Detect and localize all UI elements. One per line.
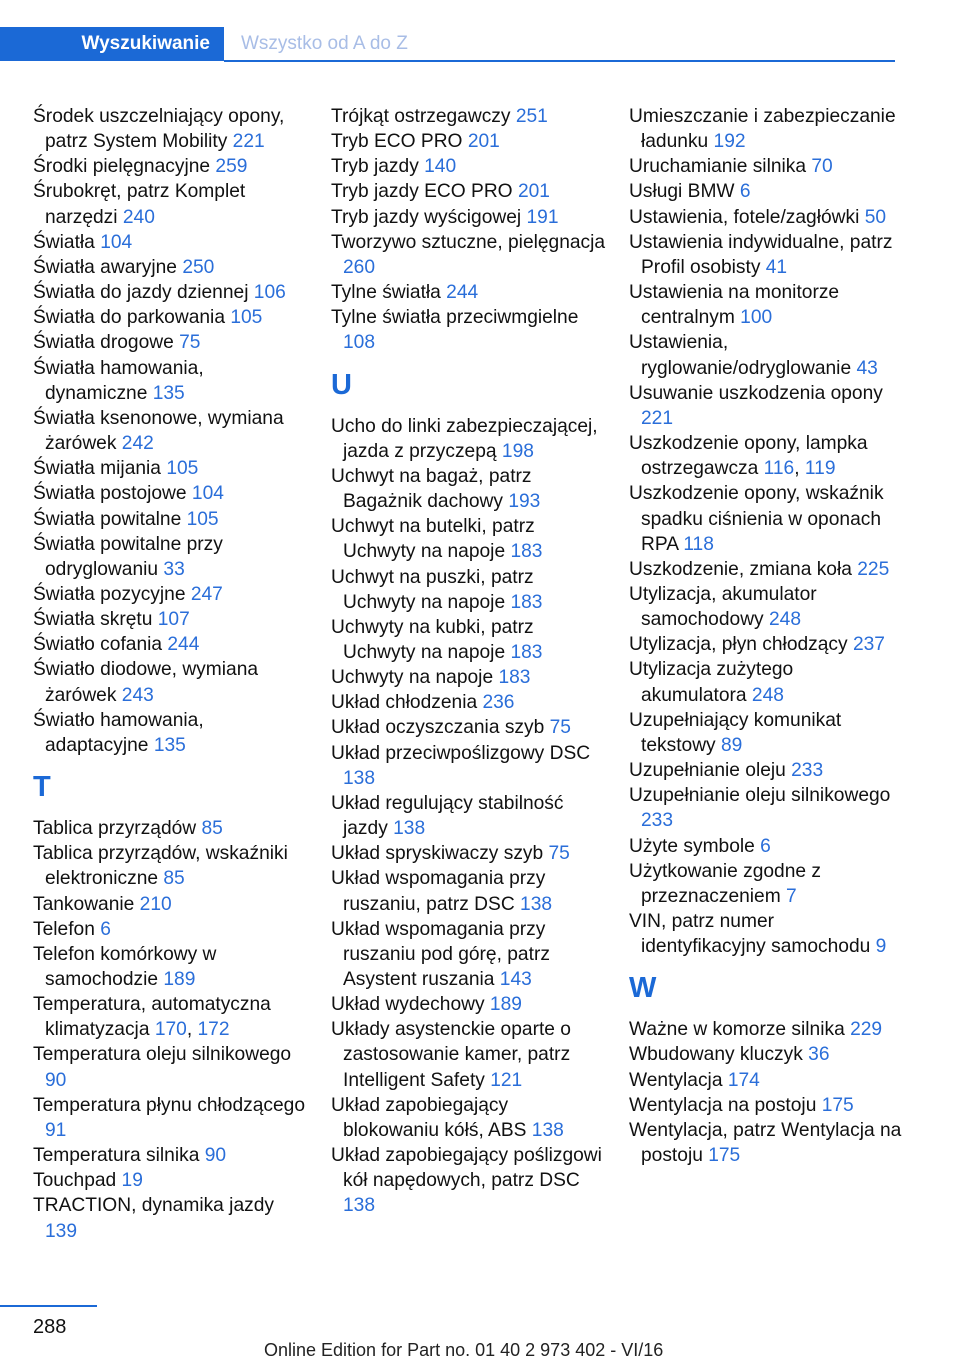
page-reference-link[interactable]: 19 xyxy=(121,1170,143,1192)
page-reference-link[interactable]: 175 xyxy=(821,1094,854,1116)
index-term: Światła awaryjne xyxy=(33,256,183,278)
index-term: Wbudowany kluczyk xyxy=(629,1044,809,1066)
index-entry xyxy=(33,255,308,280)
index-entry xyxy=(33,1168,308,1193)
index-term: Światła drogowe xyxy=(33,332,180,354)
index-entry xyxy=(33,179,308,229)
index-term: Tankowanie xyxy=(33,893,140,915)
page-reference-link[interactable]: 9 xyxy=(875,936,887,958)
section-letter: U xyxy=(331,368,352,401)
index-term: Tryb jazdy xyxy=(331,156,425,178)
index-term: Układ zapobiegający blokowaniu kółś, ABS xyxy=(331,1094,532,1141)
index-entry xyxy=(33,1193,308,1243)
page-reference-link[interactable]: 233 xyxy=(791,760,824,782)
index-entry xyxy=(331,992,606,1017)
index-entry xyxy=(331,615,606,665)
index-entry xyxy=(331,305,606,355)
index-entry xyxy=(331,230,606,280)
index-term: Układ regulujący stabilność jazdy xyxy=(331,792,564,840)
page-reference-link[interactable]: 139 xyxy=(45,1220,78,1242)
page-reference-link[interactable]: 221 xyxy=(641,407,674,429)
index-term: Uszkodzenie opony, wskaźnik spadku ciśnienia w oponach RPA xyxy=(629,483,884,555)
index-term: Układy asystenckie oparte o zastosowanie kamer, patrz Intelligent Safety xyxy=(331,1019,571,1091)
page-reference-link[interactable]: 189 xyxy=(163,969,196,990)
index-term: Tylne światła xyxy=(331,282,447,304)
index-entry xyxy=(33,481,308,506)
index-column-3 xyxy=(629,104,904,1168)
page-reference-link[interactable]: 75 xyxy=(548,843,570,865)
page-reference-link[interactable]: 201 xyxy=(467,131,500,153)
page-reference-link[interactable]: 221 xyxy=(232,131,265,153)
page-reference-link[interactable]: 198 xyxy=(501,440,534,462)
index-term: Telefon xyxy=(33,918,101,940)
index-term: Układ zapobiegający poślizgowi kół napędowych, patrz DSC xyxy=(331,1145,602,1192)
index-term: Uszkodzenie opony, lampka ostrzegawcza xyxy=(629,433,868,480)
index-entry xyxy=(331,514,606,564)
index-entry xyxy=(629,1042,904,1067)
page-reference-link[interactable]: 6 xyxy=(739,181,751,203)
index-entry xyxy=(629,381,904,431)
page-reference-link[interactable]: 100 xyxy=(740,307,773,329)
page-reference-link[interactable]: 183 xyxy=(510,541,543,563)
index-entry xyxy=(331,104,606,129)
index-term: Touchpad xyxy=(33,1170,122,1192)
index-term: Śrubokręt, patrz Komplet narzędzi xyxy=(33,181,246,228)
tab-wszystko-od-a-do-z[interactable]: Wszystko od A do Z xyxy=(241,33,408,54)
index-term: Uzupełnianie oleju xyxy=(629,760,792,782)
page-reference-link[interactable]: 174 xyxy=(727,1069,760,1091)
index-term: Telefon komórkowy w samochodzie xyxy=(33,943,217,990)
page-reference-link[interactable]: 138 xyxy=(343,1195,376,1217)
index-entry xyxy=(33,816,308,841)
index-term: Utylizacja zużytego akumulatora xyxy=(629,659,794,706)
index-entry xyxy=(33,230,308,255)
page-reference-link[interactable]: 119 xyxy=(804,458,836,480)
index-entry xyxy=(331,129,606,154)
page-reference-link[interactable]: 90 xyxy=(204,1145,227,1167)
index-entry xyxy=(629,205,904,230)
index-entry xyxy=(629,330,904,380)
index-entry xyxy=(33,280,308,305)
index-term: Utylizacja, płyn chłodzący xyxy=(629,634,853,656)
page-reference-link[interactable]: 189 xyxy=(489,994,522,1016)
page-reference-link[interactable]: 108 xyxy=(343,332,376,354)
index-column-2 xyxy=(331,104,606,1219)
index-entry xyxy=(331,866,606,916)
index-term: Wentylacja xyxy=(629,1069,728,1091)
page-reference-link[interactable]: 240 xyxy=(122,206,155,228)
index-term: Utylizacja, akumulator samochodowy xyxy=(629,583,817,631)
page-reference-link[interactable]: 143 xyxy=(499,969,532,990)
section-letter: W xyxy=(629,972,657,1005)
index-entry xyxy=(33,104,308,154)
index-entry xyxy=(33,330,308,355)
page-reference-link[interactable]: 244 xyxy=(446,282,479,304)
page-reference-link[interactable]: 89 xyxy=(720,734,743,756)
index-entry xyxy=(33,942,308,992)
index-entry xyxy=(629,783,904,833)
page-reference-link[interactable]: 193 xyxy=(508,491,541,513)
index-term: Światła do jazdy dziennej xyxy=(33,282,254,304)
index-entry xyxy=(331,741,606,791)
header-tabs xyxy=(0,27,895,61)
index-term: Umieszczanie i zabezpieczanie ładunku xyxy=(629,106,896,153)
index-entry xyxy=(331,791,606,841)
index-term: Światła do parkowania xyxy=(33,307,231,329)
page-reference-link[interactable]: 229 xyxy=(850,1019,883,1041)
index-entry xyxy=(33,305,308,330)
index-entry xyxy=(331,205,606,230)
index-term: Tworzywo sztuczne, pielęgnacja xyxy=(331,231,606,253)
index-term: Ustawienia, ryglowanie/odryglowanie xyxy=(629,332,857,379)
index-term: Światła mijania xyxy=(33,458,167,480)
index-term: Użyte symbole xyxy=(629,835,761,857)
page-reference-link[interactable]: 172 xyxy=(197,1019,230,1041)
index-term: Światła ksenonowe, wymiana żarówek xyxy=(33,407,284,455)
index-entry xyxy=(629,758,904,783)
page-reference-link[interactable]: 251 xyxy=(515,106,548,127)
page-reference-link[interactable]: 6 xyxy=(100,918,111,940)
index-entry xyxy=(629,104,904,154)
index-term: Usuwanie uszkodzenia opony xyxy=(629,382,883,404)
index-term: Uchwyty na kubki, patrz Uchwyty na napoje xyxy=(331,616,534,663)
index-entry xyxy=(629,657,904,707)
index-term: Uchwyt na butelki, patrz Uchwyty na napoje xyxy=(331,516,535,563)
index-term: Środki pielęgnacyjne xyxy=(33,156,216,178)
page-reference-link[interactable]: 191 xyxy=(526,206,559,228)
page-reference-link[interactable]: 106 xyxy=(253,282,286,304)
index-term: Uzupełnianie oleju silnikowego xyxy=(629,785,891,807)
page-reference-link[interactable]: 237 xyxy=(852,634,885,656)
page-reference-link[interactable]: 105 xyxy=(186,508,219,530)
page-reference-link[interactable]: 192 xyxy=(713,131,746,153)
index-term: Układ chłodzenia xyxy=(331,692,483,714)
index-term: Uchwyty na napoje xyxy=(331,667,499,689)
index-term: Uruchamianie silnika xyxy=(629,156,812,178)
index-term: Temperatura płynu chłodzącego xyxy=(33,1094,305,1116)
index-term: Światła skrętu xyxy=(33,609,158,631)
page-reference-link[interactable]: 247 xyxy=(190,583,223,605)
page-reference-link[interactable]: 36 xyxy=(808,1044,830,1066)
index-entry xyxy=(331,280,606,305)
page-reference-link[interactable]: 50 xyxy=(864,206,887,228)
index-term: Układ przeciwpoślizgowy DSC xyxy=(331,742,591,764)
index-entry xyxy=(331,565,606,615)
index-entry xyxy=(331,1143,606,1218)
page-reference-link[interactable]: 183 xyxy=(510,591,543,613)
index-entry xyxy=(33,1093,308,1143)
section-letter: T xyxy=(33,771,51,804)
page-reference-link[interactable]: 138 xyxy=(343,767,376,789)
tab-wyszukiwanie[interactable]: Wyszukiwanie xyxy=(0,27,224,61)
page-reference-link[interactable]: 41 xyxy=(765,256,788,278)
page-reference-link[interactable]: 248 xyxy=(751,684,784,706)
page-reference-link[interactable]: 138 xyxy=(531,1119,564,1141)
index-term: Światło diodowe, wymiana żarówek xyxy=(33,659,259,706)
index-entry xyxy=(33,607,308,632)
index-entry xyxy=(331,154,606,179)
index-term: Układ oczyszczania szyb xyxy=(331,717,550,739)
index-term: Tablica przyrządów, wskaźniki elektroniczne xyxy=(33,843,288,890)
page-reference-link[interactable]: 135 xyxy=(153,734,186,756)
index-term: Trójkąt ostrzegawczy xyxy=(331,106,516,127)
page-reference-link[interactable]: 135 xyxy=(152,382,185,404)
index-entry xyxy=(629,179,904,204)
index-term: Usługi BMW xyxy=(629,181,740,203)
index-term: Światło cofania xyxy=(33,634,168,656)
page-reference-link[interactable]: 170 xyxy=(154,1019,187,1041)
index-term: Ważne w komorze silnika xyxy=(629,1019,851,1041)
index-term: Uchwyt na puszki, patrz Uchwyty na napoje xyxy=(331,566,534,613)
page-reference-link[interactable]: 140 xyxy=(424,156,457,178)
page-reference-link[interactable]: 121 xyxy=(490,1069,523,1091)
page-reference-link[interactable]: 90 xyxy=(45,1069,67,1091)
index-entry xyxy=(33,632,308,657)
index-term: Wentylacja na postoju xyxy=(629,1094,822,1116)
page-reference-link[interactable]: 138 xyxy=(393,818,426,840)
index-entry xyxy=(629,632,904,657)
page-reference-link[interactable]: 105 xyxy=(230,307,263,329)
index-entry: Uszkodzenie opony, lampka ostrzegawcza 116, 119 xyxy=(629,433,868,480)
index-entry xyxy=(629,834,904,859)
index-entry xyxy=(33,532,308,582)
index-term: Temperatura silnika xyxy=(33,1145,205,1167)
page-reference-link[interactable]: 242 xyxy=(121,433,154,455)
index-entry xyxy=(331,715,606,740)
index-term: Światła postojowe xyxy=(33,483,192,505)
page-reference-link[interactable]: 75 xyxy=(549,717,571,739)
index-entry xyxy=(629,1068,904,1093)
page-reference-link[interactable]: 116 xyxy=(763,458,795,480)
page-reference-link[interactable]: 243 xyxy=(121,684,154,706)
index-entry xyxy=(331,179,606,204)
page-number: 288 xyxy=(33,1316,67,1338)
page-reference-link[interactable]: 259 xyxy=(215,156,248,178)
index-term: Światła pozycyjne xyxy=(33,583,191,605)
index-entry xyxy=(33,892,308,917)
index-entry xyxy=(33,406,308,456)
index-entry xyxy=(33,657,308,707)
page-reference-link[interactable]: 183 xyxy=(498,667,531,689)
page-reference-link[interactable]: 75 xyxy=(179,332,201,354)
index-entry xyxy=(629,909,904,959)
index-entry xyxy=(33,154,308,179)
index-term: Światła hamowania, dynamiczne xyxy=(33,357,204,404)
index-term: Światła powitalne xyxy=(33,508,187,530)
page-reference-link[interactable]: 70 xyxy=(811,156,833,178)
page-reference-link[interactable]: 105 xyxy=(166,458,199,480)
index-term: TRACTION, dynamika jazdy xyxy=(33,1195,274,1217)
page-reference-link[interactable]: 138 xyxy=(520,893,553,915)
page-reference-link[interactable]: 183 xyxy=(510,641,543,663)
index-entry xyxy=(629,280,904,330)
index-entry xyxy=(629,557,904,582)
page-reference-link[interactable]: 225 xyxy=(857,558,890,580)
page-reference-link[interactable]: 250 xyxy=(182,256,215,278)
page-reference-link[interactable]: 91 xyxy=(45,1119,67,1141)
index-term: Tylne światła przeciwmgielne xyxy=(331,307,579,329)
index-term: Tryb ECO PRO xyxy=(331,131,468,153)
header-divider xyxy=(224,60,895,62)
index-term: Temperatura, automatyczna klimatyzacja xyxy=(33,994,271,1041)
index-entry xyxy=(33,1143,308,1168)
index-entry xyxy=(331,1093,606,1143)
page-reference-link[interactable]: 175 xyxy=(708,1145,741,1167)
index-term: Uszkodzenie, zmiana koła xyxy=(629,558,858,580)
index-entry xyxy=(33,456,308,481)
index-entry xyxy=(331,917,606,992)
index-term: Wentylacja, patrz Wentylacja na postoju xyxy=(629,1119,902,1167)
index-term: Ustawienia indywidualne, patrz Profil osobisty xyxy=(629,231,893,278)
index-entry xyxy=(331,414,606,464)
page-reference-link[interactable]: 85 xyxy=(201,818,223,840)
index-entry xyxy=(629,481,904,556)
index-entry xyxy=(629,708,904,758)
page-reference-link[interactable]: 233 xyxy=(641,810,674,832)
index-entry xyxy=(331,464,606,514)
page-reference-link[interactable]: 104 xyxy=(191,483,224,505)
index-term: Temperatura oleju silnikowego xyxy=(33,1044,292,1066)
index-term: Układ spryskiwaczy szyb xyxy=(331,843,549,865)
index-column-1 xyxy=(33,104,308,1244)
index-term: Światło hamowania, adaptacyjne xyxy=(33,709,204,756)
index-term: Uzupełniający komunikat tekstowy xyxy=(629,709,842,756)
index-entry xyxy=(33,841,308,891)
page-reference-link[interactable]: 43 xyxy=(856,357,878,379)
page-reference-link[interactable]: 85 xyxy=(163,868,185,890)
index-term: Tryb jazdy ECO PRO xyxy=(331,181,518,203)
page-reference-link[interactable]: 244 xyxy=(167,634,200,656)
page-reference-link[interactable]: 33 xyxy=(163,558,185,580)
index-entry xyxy=(331,690,606,715)
index-entry xyxy=(33,708,308,758)
index-term: Środek uszczelniający opony, patrz System Mobility xyxy=(33,106,285,153)
edition-note: Online Edition for Part no. 01 40 2 973 402 - VI/16 xyxy=(264,1340,664,1360)
page-reference-link[interactable]: 260 xyxy=(343,256,376,278)
page-reference-link[interactable]: 107 xyxy=(157,609,190,631)
index-entry xyxy=(629,1093,904,1118)
index-term: Układ wspomagania przy ruszaniu, patrz DSC xyxy=(331,868,546,915)
index-term: Ustawienia, fotele/zagłówki xyxy=(629,206,865,228)
index-term: Uchwyt na bagaż, patrz Bagażnik dachowy xyxy=(331,465,532,513)
index-term: VIN, patrz numer identyfikacyjny samochodu xyxy=(629,911,876,958)
index-entry xyxy=(629,154,904,179)
index-term: Światła xyxy=(33,231,101,253)
footer-divider xyxy=(0,1305,97,1307)
index-entry: Temperatura, automatyczna klimatyzacja 170, 172 xyxy=(33,994,271,1041)
page-reference-link[interactable]: 236 xyxy=(482,692,515,714)
index-term: Użytkowanie zgodne z przeznaczeniem xyxy=(629,860,821,907)
index-term: Układ wydechowy xyxy=(331,994,490,1016)
index-entry xyxy=(33,917,308,942)
index-term: Tryb jazdy wyścigowej xyxy=(331,206,527,228)
index-term: Ustawienia na monitorze centralnym xyxy=(629,282,840,329)
index-entry xyxy=(331,665,606,690)
page-reference-link[interactable]: 248 xyxy=(768,609,801,631)
index-entry xyxy=(629,230,904,280)
index-term: Ucho do linki zabezpieczającej, jazda z przyczepą xyxy=(331,415,598,462)
index-entry xyxy=(331,841,606,866)
page-reference-link[interactable]: 104 xyxy=(100,231,133,253)
index-entry xyxy=(629,1118,904,1168)
page-reference-link[interactable]: 118 xyxy=(683,533,714,555)
index-term: Układ wspomagania przy ruszaniu pod górę, patrz Asystent ruszania xyxy=(331,918,550,990)
page-reference-link[interactable]: 210 xyxy=(139,893,172,915)
index-entry xyxy=(331,1017,606,1092)
page-reference-link[interactable]: 6 xyxy=(760,835,771,857)
index-entry xyxy=(629,582,904,632)
index-entry xyxy=(33,582,308,607)
index-entry xyxy=(629,859,904,909)
page-reference-link[interactable]: 201 xyxy=(517,181,550,203)
page-reference-link[interactable]: 7 xyxy=(786,885,797,907)
index-entry xyxy=(33,1042,308,1092)
index-entry xyxy=(33,507,308,532)
index-term: Światła powitalne przy odryglowaniu xyxy=(33,533,223,580)
index-entry xyxy=(629,1017,904,1042)
index-term: Tablica przyrządów xyxy=(33,818,202,840)
index-entry xyxy=(33,356,308,406)
